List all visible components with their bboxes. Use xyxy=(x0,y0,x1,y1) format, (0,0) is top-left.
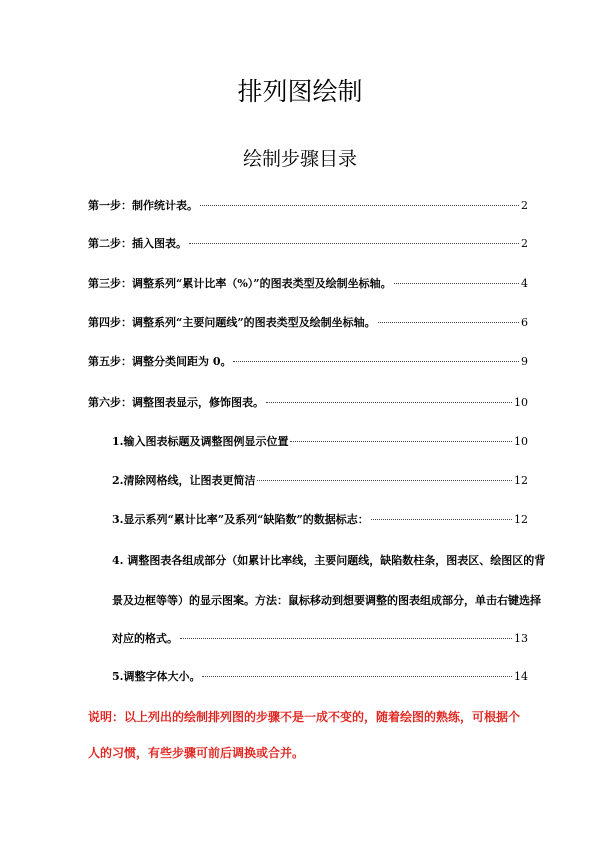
note-line-1: 说明：以上列出的绘制排列图的步骤不是一成不变的，随着绘图的熟练，可根据个 xyxy=(88,710,521,724)
note-line-2: 人的习惯，有些步骤可前后调换或合并。 xyxy=(88,746,305,760)
toc-leader-dots xyxy=(233,361,519,362)
toc-page-number: 12 xyxy=(514,513,528,526)
toc-entry-text: 1.输入图表标题及调整图例显示位置 xyxy=(112,435,289,448)
toc-entry-text: 5.调整字体大小。 xyxy=(112,670,201,683)
toc-subentry-5[interactable] xyxy=(112,668,528,684)
toc-entry-text: 第一步：制作统计表。 xyxy=(88,199,198,212)
toc-page-number: 12 xyxy=(514,474,528,487)
toc-leader-dots xyxy=(266,402,512,403)
toc-entry-text: 第三步：调整系列“累计比率（%）”的图表类型及绘制坐标轴。 xyxy=(88,277,392,290)
toc-leader-dots xyxy=(202,676,512,677)
page-title: 排列图绘制 xyxy=(237,77,363,106)
toc-entry-step5[interactable] xyxy=(88,353,528,369)
toc-page-number: 4 xyxy=(521,277,528,290)
toc-subentry-2[interactable] xyxy=(112,472,528,488)
toc-entry-text: 第六步：调整图表显示，修饰图表。 xyxy=(88,396,264,409)
toc-subentry-1[interactable] xyxy=(112,433,528,449)
toc-leader-dots xyxy=(378,322,519,323)
toc-entry-step6[interactable] xyxy=(88,394,528,410)
toc-page-number: 14 xyxy=(514,670,528,683)
toc-page-number: 13 xyxy=(514,632,528,645)
toc-page-number: 2 xyxy=(521,237,528,250)
toc-heading: 绘制步骤目录 xyxy=(242,148,357,170)
toc-leader-dots xyxy=(257,480,512,481)
toc-leader-dots xyxy=(189,243,519,244)
toc-subentry-4-line1[interactable]: 4. 调整图表各组成部分（如累计比率线，主要问题线，缺陷数柱条，图表区、绘图区的背 xyxy=(112,554,546,567)
toc-entry-text: 对应的格式。 xyxy=(112,632,178,645)
toc-page-number: 6 xyxy=(521,316,528,329)
toc-leader-dots xyxy=(394,283,519,284)
toc-leader-dots xyxy=(180,638,512,639)
toc-entry-text: 2.清除网格线，让图表更简洁 xyxy=(112,474,256,487)
toc-page-number: 10 xyxy=(514,396,528,409)
toc-entry-text: 第二步：插入图表。 xyxy=(88,237,187,250)
toc-subentry-3[interactable] xyxy=(112,511,528,527)
toc-entry-text: 第四步：调整系列“主要问题线”的图表类型及绘制坐标轴。 xyxy=(88,316,376,329)
toc-page-number: 10 xyxy=(514,435,528,448)
toc-entry-text: 第五步：调整分类间距为 0。 xyxy=(88,355,232,368)
toc-entry-step2[interactable] xyxy=(88,235,528,251)
toc-entry-step1[interactable] xyxy=(88,197,528,213)
toc-leader-dots xyxy=(200,205,519,206)
toc-entry-step3[interactable] xyxy=(88,275,528,291)
toc-subentry-4-line2[interactable]: 景及边框等等）的显示图案。方法：鼠标移动到想要调整的图表组成部分，单击右键选择 xyxy=(112,594,541,607)
toc-leader-dots xyxy=(290,441,512,442)
toc-entry-step4[interactable] xyxy=(88,314,528,330)
toc-page-number: 9 xyxy=(521,355,528,368)
toc-subentry-4-line3[interactable] xyxy=(112,630,528,646)
toc-page-number: 2 xyxy=(521,199,528,212)
toc-leader-dots xyxy=(371,519,512,520)
toc-entry-text: 3.显示系列“累计比率”及系列“缺陷数”的数据标志： xyxy=(112,513,369,526)
